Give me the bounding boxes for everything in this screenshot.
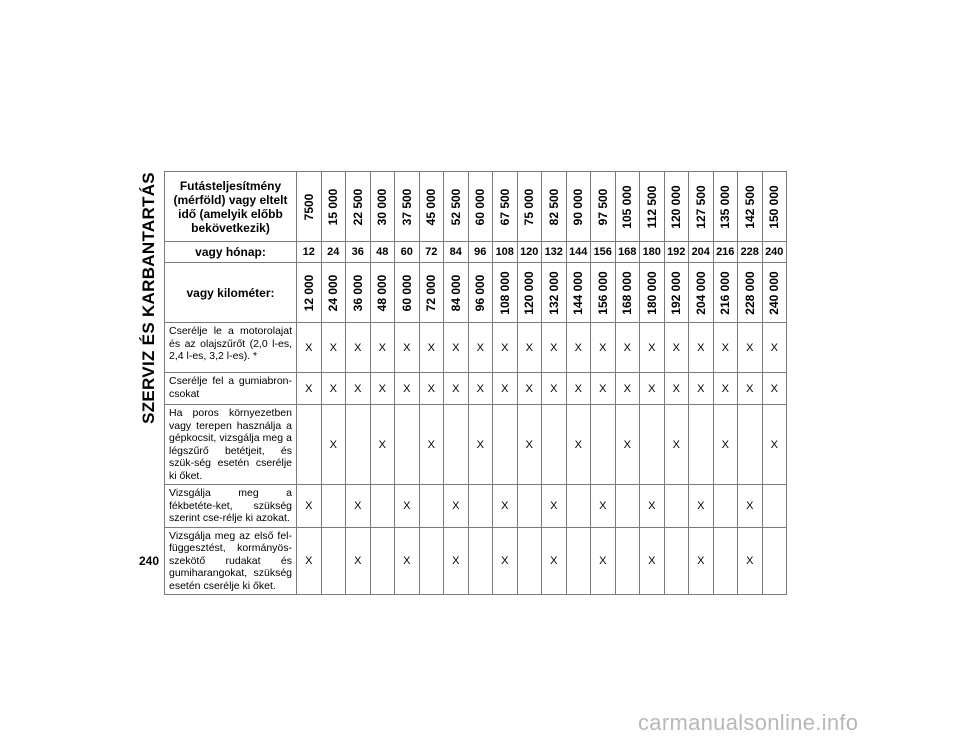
km-cell-text: 36 000 bbox=[350, 274, 365, 311]
mileage-cell bbox=[738, 172, 763, 242]
service-mark: X bbox=[493, 485, 518, 528]
mileage-cell-text: 135 000 bbox=[718, 184, 733, 229]
service-mark: X bbox=[346, 527, 371, 595]
mileage-cell bbox=[591, 172, 616, 242]
mileage-header-label: Futásteljesítmény (mérföld) vagy eltelt idő (amelyik előbb bekövetkezik) bbox=[165, 172, 297, 242]
km-cell-text: 96 000 bbox=[473, 274, 488, 311]
service-mark: X bbox=[762, 405, 787, 485]
km-header-row bbox=[165, 263, 787, 323]
months-cell: 132 bbox=[542, 242, 567, 263]
service-mark bbox=[419, 485, 444, 528]
service-mark: X bbox=[297, 323, 322, 373]
service-mark: X bbox=[615, 405, 640, 485]
service-mark: X bbox=[395, 323, 420, 373]
km-cell-text: 72 000 bbox=[424, 274, 439, 311]
km-cell bbox=[346, 263, 371, 323]
mileage-cell bbox=[762, 172, 787, 242]
service-mark: X bbox=[713, 323, 738, 373]
service-mark: X bbox=[321, 405, 346, 485]
km-cell-text: 180 000 bbox=[644, 270, 659, 315]
service-mark bbox=[370, 485, 395, 528]
mileage-cell-text: 120 000 bbox=[669, 184, 684, 229]
service-mark: X bbox=[738, 323, 763, 373]
service-mark: X bbox=[542, 323, 567, 373]
months-cell: 168 bbox=[615, 242, 640, 263]
km-cell bbox=[468, 263, 493, 323]
mileage-cell-text: 52 500 bbox=[448, 188, 463, 225]
mileage-cell-text: 15 000 bbox=[326, 188, 341, 225]
service-mark: X bbox=[713, 405, 738, 485]
km-cell-text: 120 000 bbox=[522, 270, 537, 315]
service-mark: X bbox=[395, 373, 420, 405]
mileage-cell-text: 150 000 bbox=[767, 184, 782, 229]
mileage-cell bbox=[713, 172, 738, 242]
mileage-cell-text: 142 500 bbox=[742, 184, 757, 229]
km-cell-text: 216 000 bbox=[718, 270, 733, 315]
mileage-cell bbox=[640, 172, 665, 242]
task-description: Ha poros környezetben vagy terepen használja a gépkocsit, vizsgálja meg a légszűrő betétjeit, és szük-ség esetén cserélje ki őket. bbox=[165, 405, 297, 485]
km-cell bbox=[321, 263, 346, 323]
service-mark: X bbox=[517, 405, 542, 485]
service-mark: X bbox=[444, 527, 469, 595]
mileage-cell bbox=[468, 172, 493, 242]
service-mark: X bbox=[591, 323, 616, 373]
km-cell-text: 192 000 bbox=[669, 270, 684, 315]
mileage-cell-text: 7500 bbox=[301, 193, 316, 220]
service-mark: X bbox=[395, 527, 420, 595]
km-cell-text: 156 000 bbox=[595, 270, 610, 315]
months-cell: 216 bbox=[713, 242, 738, 263]
service-mark: X bbox=[615, 323, 640, 373]
service-mark: X bbox=[713, 373, 738, 405]
km-cell bbox=[640, 263, 665, 323]
months-cell: 96 bbox=[468, 242, 493, 263]
mileage-cell bbox=[419, 172, 444, 242]
km-cell bbox=[566, 263, 591, 323]
section-title: SZERVIZ ÉS KARBANTARTÁS bbox=[139, 172, 158, 424]
mileage-cell bbox=[615, 172, 640, 242]
table-row bbox=[165, 323, 787, 373]
mileage-cell-text: 112 500 bbox=[644, 185, 659, 228]
service-mark: X bbox=[762, 323, 787, 373]
service-mark: X bbox=[542, 373, 567, 405]
months-cell: 12 bbox=[297, 242, 322, 263]
service-mark bbox=[542, 405, 567, 485]
service-mark: X bbox=[664, 373, 689, 405]
service-mark bbox=[615, 485, 640, 528]
service-mark: X bbox=[493, 527, 518, 595]
mileage-cell-text: 45 000 bbox=[424, 188, 439, 225]
mileage-cell bbox=[370, 172, 395, 242]
service-mark: X bbox=[346, 485, 371, 528]
service-mark: X bbox=[591, 373, 616, 405]
mileage-cell bbox=[517, 172, 542, 242]
service-mark bbox=[321, 527, 346, 595]
km-cell-text: 132 000 bbox=[546, 270, 561, 315]
service-mark bbox=[615, 527, 640, 595]
km-cell bbox=[517, 263, 542, 323]
km-cell bbox=[395, 263, 420, 323]
km-cell-text: 144 000 bbox=[571, 270, 586, 315]
service-mark bbox=[591, 405, 616, 485]
service-mark: X bbox=[566, 405, 591, 485]
mileage-cell-text: 22 500 bbox=[350, 188, 365, 225]
km-cell-text: 240 000 bbox=[767, 270, 782, 315]
km-cell-text: 48 000 bbox=[375, 274, 390, 311]
km-cell bbox=[493, 263, 518, 323]
mileage-cell-text: 30 000 bbox=[375, 188, 390, 225]
months-cell: 72 bbox=[419, 242, 444, 263]
service-mark bbox=[395, 405, 420, 485]
service-mark: X bbox=[591, 527, 616, 595]
mileage-header-row bbox=[165, 172, 787, 242]
mileage-cell-text: 127 500 bbox=[693, 184, 708, 229]
mileage-cell bbox=[395, 172, 420, 242]
service-mark: X bbox=[493, 323, 518, 373]
km-cell bbox=[591, 263, 616, 323]
months-cell: 120 bbox=[517, 242, 542, 263]
km-cell bbox=[419, 263, 444, 323]
service-mark bbox=[517, 485, 542, 528]
service-mark: X bbox=[444, 485, 469, 528]
mileage-cell bbox=[346, 172, 371, 242]
service-mark: X bbox=[297, 485, 322, 528]
service-mark: X bbox=[738, 485, 763, 528]
table-row bbox=[165, 405, 787, 485]
service-mark: X bbox=[468, 373, 493, 405]
service-mark: X bbox=[542, 485, 567, 528]
service-mark: X bbox=[517, 323, 542, 373]
service-mark: X bbox=[468, 323, 493, 373]
service-mark bbox=[762, 485, 787, 528]
mileage-cell bbox=[566, 172, 591, 242]
service-mark: X bbox=[346, 373, 371, 405]
service-mark bbox=[419, 527, 444, 595]
service-mark: X bbox=[444, 373, 469, 405]
service-mark: X bbox=[640, 485, 665, 528]
service-mark bbox=[566, 485, 591, 528]
months-cell: 144 bbox=[566, 242, 591, 263]
table-row bbox=[165, 373, 787, 405]
table-row bbox=[165, 485, 787, 528]
km-header-label: vagy kilométer: bbox=[165, 263, 297, 323]
service-mark: X bbox=[370, 405, 395, 485]
service-mark: X bbox=[615, 373, 640, 405]
service-mark bbox=[468, 527, 493, 595]
service-mark: X bbox=[689, 373, 714, 405]
mileage-cell-text: 60 000 bbox=[473, 188, 488, 225]
mileage-cell-text: 82 500 bbox=[546, 188, 561, 225]
service-mark: X bbox=[762, 373, 787, 405]
km-cell-text: 204 000 bbox=[693, 270, 708, 315]
service-mark: X bbox=[664, 323, 689, 373]
service-mark: X bbox=[370, 373, 395, 405]
service-mark: X bbox=[419, 373, 444, 405]
months-cell: 180 bbox=[640, 242, 665, 263]
service-mark: X bbox=[493, 373, 518, 405]
months-cell: 60 bbox=[395, 242, 420, 263]
service-mark bbox=[762, 527, 787, 595]
service-mark: X bbox=[419, 405, 444, 485]
km-cell bbox=[689, 263, 714, 323]
service-mark: X bbox=[517, 373, 542, 405]
mileage-cell-text: 75 000 bbox=[522, 188, 537, 225]
service-mark bbox=[738, 405, 763, 485]
km-cell-text: 228 000 bbox=[742, 270, 757, 315]
km-cell-text: 60 000 bbox=[399, 274, 414, 311]
service-mark: X bbox=[297, 527, 322, 595]
service-mark: X bbox=[566, 323, 591, 373]
mileage-cell bbox=[493, 172, 518, 242]
km-cell bbox=[542, 263, 567, 323]
mileage-cell-text: 105 000 bbox=[620, 184, 635, 229]
service-mark: X bbox=[419, 323, 444, 373]
months-cell: 228 bbox=[738, 242, 763, 263]
months-header-row bbox=[165, 242, 787, 263]
service-mark: X bbox=[591, 485, 616, 528]
service-mark bbox=[444, 405, 469, 485]
mileage-cell bbox=[321, 172, 346, 242]
service-mark: X bbox=[468, 405, 493, 485]
task-description: Cserélje le a motorolajat és az olajszűrőt (2,0 l-es, 2,4 l-es, 3,2 l-es). * bbox=[165, 323, 297, 373]
km-cell bbox=[615, 263, 640, 323]
service-mark: X bbox=[395, 485, 420, 528]
service-mark: X bbox=[566, 373, 591, 405]
km-cell bbox=[762, 263, 787, 323]
service-mark: X bbox=[321, 373, 346, 405]
service-mark: X bbox=[738, 527, 763, 595]
km-cell-text: 168 000 bbox=[620, 270, 635, 315]
service-mark bbox=[640, 405, 665, 485]
service-mark bbox=[370, 527, 395, 595]
service-mark: X bbox=[640, 373, 665, 405]
mileage-cell bbox=[689, 172, 714, 242]
km-cell bbox=[713, 263, 738, 323]
months-cell: 156 bbox=[591, 242, 616, 263]
service-mark: X bbox=[640, 323, 665, 373]
task-description: Cserélje fel a gumiabron-csokat bbox=[165, 373, 297, 405]
task-description: Vizsgálja meg az első fel-függesztést, kormányös-szekötő rudakat és gumiharangokat, szükség esetén cserélje ki őket. bbox=[165, 527, 297, 595]
km-cell-text: 108 000 bbox=[497, 270, 512, 315]
mileage-cell bbox=[444, 172, 469, 242]
service-mark: X bbox=[664, 405, 689, 485]
service-mark: X bbox=[640, 527, 665, 595]
months-cell: 240 bbox=[762, 242, 787, 263]
service-mark: X bbox=[738, 373, 763, 405]
km-cell bbox=[370, 263, 395, 323]
mileage-cell-text: 37 500 bbox=[399, 188, 414, 225]
service-mark bbox=[346, 405, 371, 485]
months-cell: 192 bbox=[664, 242, 689, 263]
km-cell-text: 84 000 bbox=[448, 274, 463, 311]
service-mark: X bbox=[689, 485, 714, 528]
mileage-cell-text: 97 500 bbox=[595, 188, 610, 225]
service-mark: X bbox=[689, 323, 714, 373]
months-cell: 36 bbox=[346, 242, 371, 263]
months-header-label: vagy hónap: bbox=[165, 242, 297, 263]
service-mark bbox=[689, 405, 714, 485]
service-mark: X bbox=[444, 323, 469, 373]
service-mark bbox=[517, 527, 542, 595]
service-mark: X bbox=[297, 373, 322, 405]
service-mark: X bbox=[542, 527, 567, 595]
km-cell-text: 24 000 bbox=[326, 274, 341, 311]
task-description: Vizsgálja meg a fékbetéte-ket, szükség szerint cse-rélje ki azokat. bbox=[165, 485, 297, 528]
km-cell bbox=[664, 263, 689, 323]
km-cell bbox=[444, 263, 469, 323]
mileage-cell bbox=[664, 172, 689, 242]
mileage-cell-text: 67 500 bbox=[497, 188, 512, 225]
service-mark: X bbox=[346, 323, 371, 373]
service-mark: X bbox=[321, 323, 346, 373]
service-mark bbox=[664, 485, 689, 528]
months-cell: 204 bbox=[689, 242, 714, 263]
service-mark bbox=[566, 527, 591, 595]
mileage-cell bbox=[297, 172, 322, 242]
maintenance-schedule-table bbox=[164, 171, 787, 595]
service-mark bbox=[321, 485, 346, 528]
service-mark bbox=[297, 405, 322, 485]
service-mark bbox=[493, 405, 518, 485]
watermark: carmanualsonline.info bbox=[638, 710, 859, 735]
service-mark bbox=[468, 485, 493, 528]
service-mark bbox=[664, 527, 689, 595]
mileage-cell bbox=[542, 172, 567, 242]
service-mark bbox=[713, 527, 738, 595]
mileage-cell-text: 90 000 bbox=[571, 188, 586, 225]
months-cell: 48 bbox=[370, 242, 395, 263]
km-cell bbox=[297, 263, 322, 323]
page-number: 240 bbox=[139, 554, 160, 568]
months-cell: 108 bbox=[493, 242, 518, 263]
service-mark: X bbox=[370, 323, 395, 373]
months-cell: 84 bbox=[444, 242, 469, 263]
months-cell: 24 bbox=[321, 242, 346, 263]
km-cell bbox=[738, 263, 763, 323]
km-cell-text: 12 000 bbox=[301, 274, 316, 311]
service-mark: X bbox=[689, 527, 714, 595]
service-mark bbox=[713, 485, 738, 528]
table-row bbox=[165, 527, 787, 595]
